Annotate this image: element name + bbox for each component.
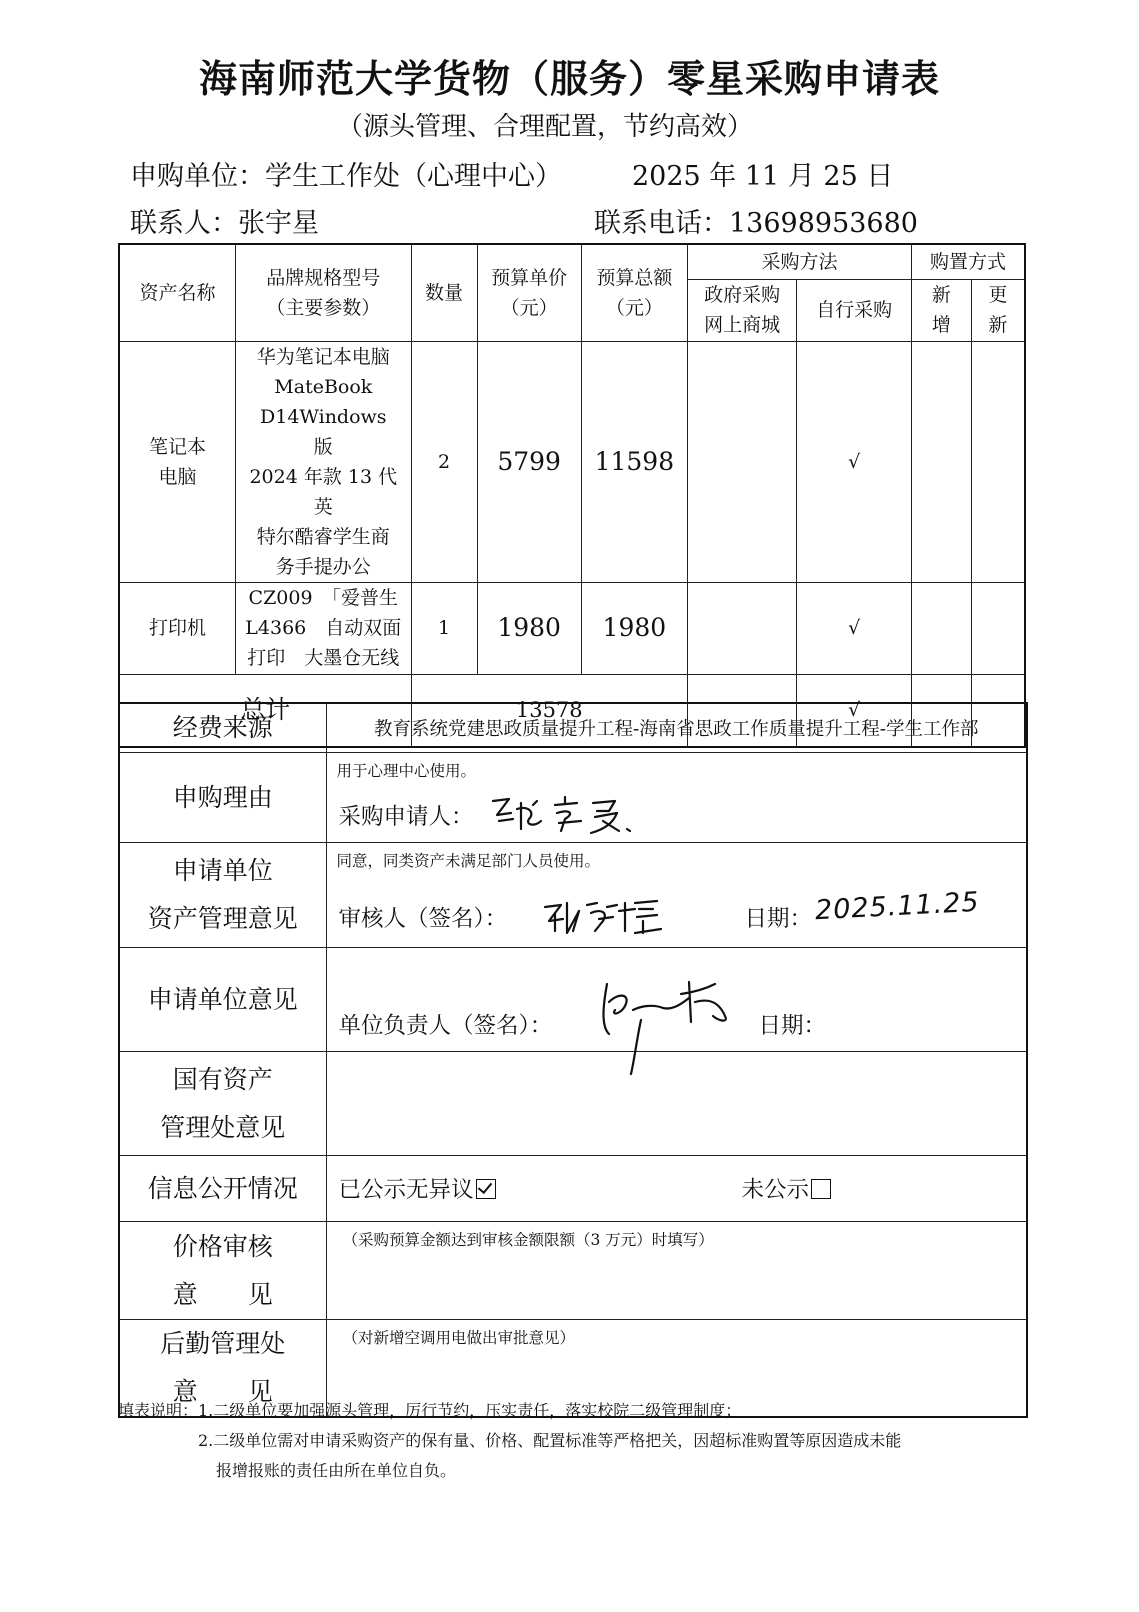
asset-date-label: 日期：	[744, 906, 813, 932]
contact-phone: 联系电话：13698953680	[594, 208, 918, 239]
table-row	[119, 341, 1025, 582]
header-spec-line2: （主要参数）	[266, 296, 381, 319]
disclosure-label: 信息公开情况	[119, 1156, 326, 1222]
header-unit-price-line2: （元）	[500, 296, 558, 319]
spec-line: 华为笔记本电脑	[256, 345, 390, 368]
applicant-signature	[485, 791, 645, 839]
spec-line: 务手提办公	[275, 555, 371, 578]
gov-mall-cell	[688, 341, 797, 582]
spec-line: 打印 大墨仓无线	[247, 647, 400, 669]
header-new	[911, 279, 971, 341]
header-method: 采购方法	[688, 244, 912, 279]
total-cell: 11598	[581, 341, 687, 582]
items-table	[118, 243, 1026, 748]
reason-cell	[326, 753, 1027, 843]
header-asset-name: 资产名称	[119, 244, 236, 341]
logistics-label-line2: 意 见	[172, 1377, 273, 1406]
header-renew	[971, 279, 1025, 341]
new-cell	[911, 341, 971, 582]
not-disclosed-option	[742, 1172, 832, 1204]
total-cell: 1980	[581, 582, 687, 674]
header-gov-line2: 网上商城	[704, 314, 781, 336]
price-label-line2: 意 见	[172, 1279, 273, 1309]
header-self-purchase: 自行采购	[797, 279, 912, 341]
header-unit-price	[477, 244, 581, 341]
contact-person: 联系人：张宇星	[130, 208, 319, 239]
asset-name-cell	[119, 341, 236, 582]
unit-opinion-cell	[326, 948, 1027, 1052]
header-gov-mall	[688, 279, 797, 341]
header-spec-line1: 品牌规格型号	[266, 266, 381, 289]
unit-price-cell: 5799	[477, 341, 581, 582]
qty-cell: 1	[411, 582, 477, 674]
spec-line: L4366 自动双面	[245, 617, 402, 639]
header-qty: 数量	[411, 244, 477, 341]
not-disclosed-checkbox[interactable]	[811, 1179, 831, 1199]
form-title: 海南师范大学货物（服务）零星采购申请表	[198, 57, 940, 101]
head-label: 单位负责人（签名）：	[338, 1013, 553, 1039]
price-review-label	[119, 1222, 326, 1320]
funding-value: 教育系统党建思政质量提升工程-海南省思政工作质量提升工程-学生工作部	[326, 703, 1027, 753]
renew-cell	[971, 582, 1025, 674]
reviewer-signature	[539, 891, 669, 941]
spec-line: CZ009 「爱普生	[248, 587, 399, 609]
spec-line: 特尔酷睿学生商	[256, 525, 390, 548]
header-total	[581, 244, 687, 341]
header-new-line1: 新	[931, 284, 951, 306]
disclosure-cell	[326, 1156, 1027, 1222]
approval-table	[118, 702, 1028, 1418]
total-self-mark: √	[797, 674, 912, 747]
spec-cell	[236, 341, 411, 582]
reason-label: 申购理由	[119, 753, 326, 843]
header-total-line1: 预算总额	[596, 266, 673, 289]
not-disclosed-text: 未公示	[741, 1177, 810, 1203]
header-renew-line2: 新	[988, 314, 1008, 336]
header-gov-line1: 政府采购	[704, 284, 781, 306]
header-unit-price-line1: 预算单价	[491, 266, 568, 289]
self-purchase-mark: √	[797, 582, 912, 674]
price-label-line1: 价格审核	[172, 1231, 273, 1261]
disclosed-text: 已公示无异议	[338, 1177, 474, 1203]
self-purchase-mark: √	[797, 341, 912, 582]
form-subtitle: （源头管理、合理配置，节约高效）	[336, 112, 753, 142]
qty-cell: 2	[411, 341, 477, 582]
footer-note-1: 填表说明：1.二级单位要加强源头管理，厉行节约，压实责任，落实校院二级管理制度；	[118, 1401, 742, 1420]
asset-handwritten-date: 2025.11.25	[813, 886, 980, 927]
spec-cell	[236, 582, 411, 674]
renew-cell	[971, 341, 1025, 582]
header-spec	[236, 244, 411, 341]
application-date: 2025 年 11 月 25 日	[632, 161, 894, 192]
gov-mall-cell	[688, 582, 797, 674]
unit-price-cell: 1980	[477, 582, 581, 674]
asset-label-line2: 资产管理意见	[147, 904, 298, 933]
total-label: 总计	[119, 674, 411, 747]
footer-note-2: 2.二级单位需对申请采购资产的保有量、价格、配置标准等严格把关，因超标准购置等原因造成未能	[198, 1431, 902, 1450]
logistics-note: （对新增空调用电做出审批意见）	[342, 1329, 576, 1347]
state-label-line2: 管理处意见	[160, 1112, 286, 1142]
asset-name-cell: 打印机	[119, 582, 236, 674]
footer-note-3: 报增报账的责任由所在单位自负。	[216, 1461, 457, 1480]
applicant-label: 采购申请人：	[338, 804, 474, 830]
disclosed-option	[339, 1172, 496, 1204]
unit-opinion-label: 申请单位意见	[119, 948, 326, 1052]
asset-name-line2: 电脑	[158, 465, 197, 488]
funding-label: 经费来源	[119, 703, 326, 753]
spec-line: 2024 年款 13 代英	[249, 465, 398, 518]
header-purchase-type: 购置方式	[911, 244, 1025, 279]
logistics-label-line1: 后勤管理处	[160, 1329, 286, 1358]
asset-opinion-text: 同意，同类资产未满足部门人员使用。	[336, 852, 601, 870]
total-value: 13578	[411, 674, 688, 747]
disclosed-checkbox[interactable]	[476, 1179, 496, 1199]
new-cell	[911, 582, 971, 674]
header-new-line2: 增	[931, 314, 951, 336]
asset-opinion-label	[119, 843, 326, 948]
header-total-line2: （元）	[605, 296, 663, 319]
reason-text: 用于心理中心使用。	[336, 762, 477, 780]
asset-opinion-cell	[326, 843, 1027, 948]
head-date-label: 日期：	[758, 1013, 827, 1039]
state-label-line1: 国有资产	[172, 1064, 273, 1094]
spec-line: D14Windows 版	[260, 405, 406, 458]
state-asset-label	[119, 1052, 326, 1156]
reviewer-label: 审核人（签名）：	[338, 906, 508, 932]
header-renew-line1: 更	[988, 284, 1008, 306]
price-note: （采购预算金额达到审核金额限额（3 万元）时填写）	[342, 1231, 714, 1249]
asset-name-line1: 笔记本	[149, 435, 207, 458]
head-signature	[597, 976, 747, 1076]
price-review-cell	[326, 1222, 1027, 1320]
table-row	[119, 582, 1025, 674]
asset-label-line1: 申请单位	[172, 856, 273, 885]
spec-line: MateBook	[274, 375, 373, 398]
requesting-unit: 申购单位：学生工作处（心理中心）	[130, 161, 562, 192]
